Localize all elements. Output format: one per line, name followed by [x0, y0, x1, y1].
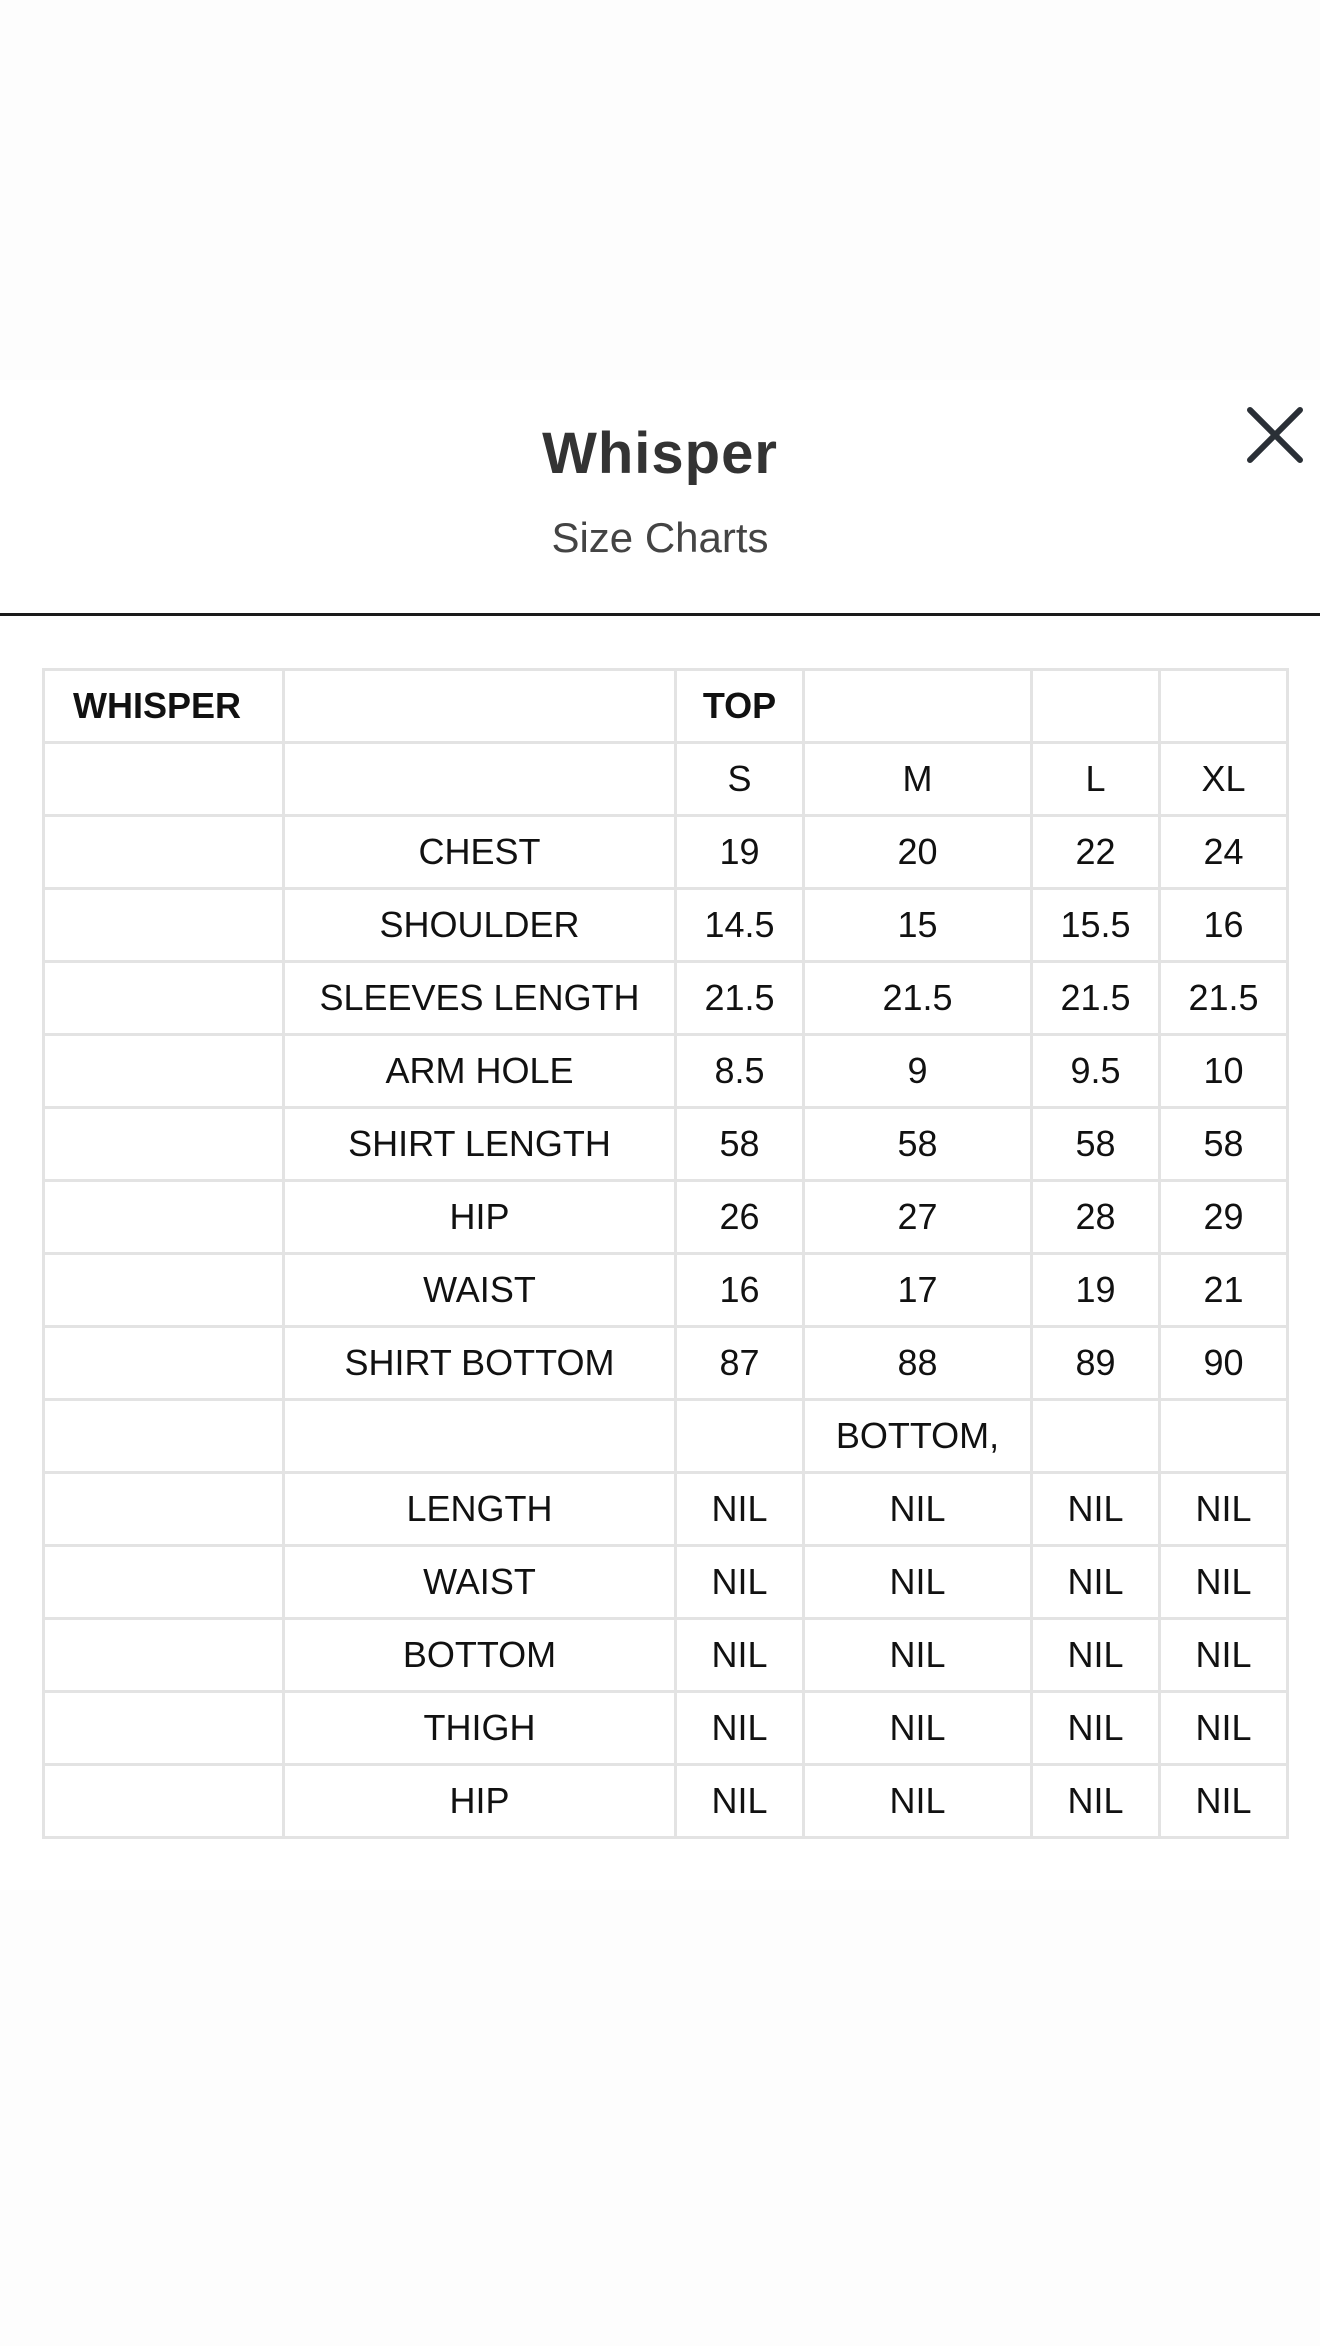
value-cell: NIL: [676, 1765, 804, 1838]
value-cell: 15: [804, 889, 1032, 962]
value-cell: 22: [1032, 816, 1160, 889]
value-cell: NIL: [676, 1546, 804, 1619]
size-header-row: [44, 743, 1288, 816]
table-cell: [44, 1035, 284, 1108]
measurement-label: LENGTH: [284, 1473, 676, 1546]
measurement-label: WAIST: [284, 1546, 676, 1619]
value-cell: 90: [1160, 1327, 1288, 1400]
value-cell: NIL: [676, 1473, 804, 1546]
table-cell: [44, 1765, 284, 1838]
value-cell: 58: [804, 1108, 1032, 1181]
value-cell: 10: [1160, 1035, 1288, 1108]
table-row: [44, 1692, 1288, 1765]
page-background-bottom: [0, 1890, 1320, 2346]
table-cell: [44, 1400, 284, 1473]
table-cell: [1160, 670, 1288, 743]
value-cell: 15.5: [1032, 889, 1160, 962]
value-cell: 27: [804, 1181, 1032, 1254]
value-cell: NIL: [1032, 1546, 1160, 1619]
table-row: [44, 1327, 1288, 1400]
value-cell: NIL: [1160, 1765, 1288, 1838]
value-cell: 26: [676, 1181, 804, 1254]
section-top-cell: TOP: [676, 670, 804, 743]
table-row: [44, 1619, 1288, 1692]
value-cell: NIL: [1032, 1473, 1160, 1546]
value-cell: 89: [1032, 1327, 1160, 1400]
size-s-header: S: [676, 743, 804, 816]
value-cell: NIL: [1160, 1473, 1288, 1546]
table-row: [44, 816, 1288, 889]
value-cell: NIL: [804, 1546, 1032, 1619]
modal-title: Whisper: [542, 421, 778, 486]
value-cell: 21.5: [1160, 962, 1288, 1035]
value-cell: 16: [676, 1254, 804, 1327]
value-cell: NIL: [1160, 1619, 1288, 1692]
measurement-label: HIP: [284, 1181, 676, 1254]
size-l-header: L: [1032, 743, 1160, 816]
table-row: [44, 1546, 1288, 1619]
value-cell: 88: [804, 1327, 1032, 1400]
brand-cell: WHISPER: [44, 670, 284, 743]
close-icon: [1236, 396, 1314, 474]
measurement-label: HIP: [284, 1765, 676, 1838]
table-cell: [804, 670, 1032, 743]
table-row: [44, 1254, 1288, 1327]
value-cell: NIL: [676, 1692, 804, 1765]
value-cell: 24: [1160, 816, 1288, 889]
table-cell: [44, 1254, 284, 1327]
value-cell: NIL: [1032, 1619, 1160, 1692]
measurement-label: BOTTOM: [284, 1619, 676, 1692]
table-cell: [44, 889, 284, 962]
measurement-label: SHOULDER: [284, 889, 676, 962]
value-cell: 19: [1032, 1254, 1160, 1327]
value-cell: NIL: [804, 1473, 1032, 1546]
measurement-label: SLEEVES LENGTH: [284, 962, 676, 1035]
modal-subtitle: Size Charts: [551, 514, 769, 561]
table-row: [44, 1035, 1288, 1108]
value-cell: 21.5: [1032, 962, 1160, 1035]
modal-header: [0, 380, 1320, 616]
table-cell: [1032, 1400, 1160, 1473]
table-cell: [44, 1692, 284, 1765]
value-cell: 58: [1032, 1108, 1160, 1181]
measurement-label: SHIRT BOTTOM: [284, 1327, 676, 1400]
table-cell: [44, 816, 284, 889]
value-cell: NIL: [804, 1692, 1032, 1765]
measurement-label: CHEST: [284, 816, 676, 889]
value-cell: 29: [1160, 1181, 1288, 1254]
value-cell: NIL: [804, 1765, 1032, 1838]
size-m-header: M: [804, 743, 1032, 816]
measurement-label: WAIST: [284, 1254, 676, 1327]
measurement-label: THIGH: [284, 1692, 676, 1765]
value-cell: 87: [676, 1327, 804, 1400]
table-cell: [44, 1473, 284, 1546]
value-cell: 9: [804, 1035, 1032, 1108]
table-cell: [284, 670, 676, 743]
measurement-label: ARM HOLE: [284, 1035, 676, 1108]
page-background-top: [0, 0, 1320, 380]
value-cell: 19: [676, 816, 804, 889]
table-row: [44, 1181, 1288, 1254]
table-cell: [284, 1400, 676, 1473]
table-header-row: [44, 670, 1288, 743]
value-cell: NIL: [804, 1619, 1032, 1692]
table-cell: [1160, 1400, 1288, 1473]
value-cell: 8.5: [676, 1035, 804, 1108]
value-cell: 21.5: [804, 962, 1032, 1035]
bottom-section-row: [44, 1400, 1288, 1473]
table-cell: [44, 962, 284, 1035]
table-cell: [44, 1181, 284, 1254]
value-cell: 16: [1160, 889, 1288, 962]
close-button[interactable]: [1236, 396, 1314, 474]
value-cell: 28: [1032, 1181, 1160, 1254]
table-cell: [44, 1619, 284, 1692]
value-cell: 9.5: [1032, 1035, 1160, 1108]
table-row: [44, 889, 1288, 962]
size-xl-header: XL: [1160, 743, 1288, 816]
table-row: [44, 1108, 1288, 1181]
section-bottom-cell: BOTTOM,: [804, 1400, 1032, 1473]
value-cell: 20: [804, 816, 1032, 889]
value-cell: 14.5: [676, 889, 804, 962]
value-cell: NIL: [1160, 1546, 1288, 1619]
table-cell: [44, 1327, 284, 1400]
table-row: [44, 962, 1288, 1035]
value-cell: NIL: [1032, 1692, 1160, 1765]
table-cell: [44, 1546, 284, 1619]
value-cell: 21: [1160, 1254, 1288, 1327]
measurement-label: SHIRT LENGTH: [284, 1108, 676, 1181]
table-row: [44, 1473, 1288, 1546]
table-row: [44, 1765, 1288, 1838]
table-cell: [44, 743, 284, 816]
value-cell: 58: [1160, 1108, 1288, 1181]
value-cell: NIL: [1032, 1765, 1160, 1838]
value-cell: 58: [676, 1108, 804, 1181]
table-cell: [284, 743, 676, 816]
value-cell: NIL: [1160, 1692, 1288, 1765]
table-cell: [1032, 670, 1160, 743]
size-table: [42, 668, 1289, 1839]
value-cell: NIL: [676, 1619, 804, 1692]
table-cell: [44, 1108, 284, 1181]
value-cell: 17: [804, 1254, 1032, 1327]
table-cell: [676, 1400, 804, 1473]
value-cell: 21.5: [676, 962, 804, 1035]
